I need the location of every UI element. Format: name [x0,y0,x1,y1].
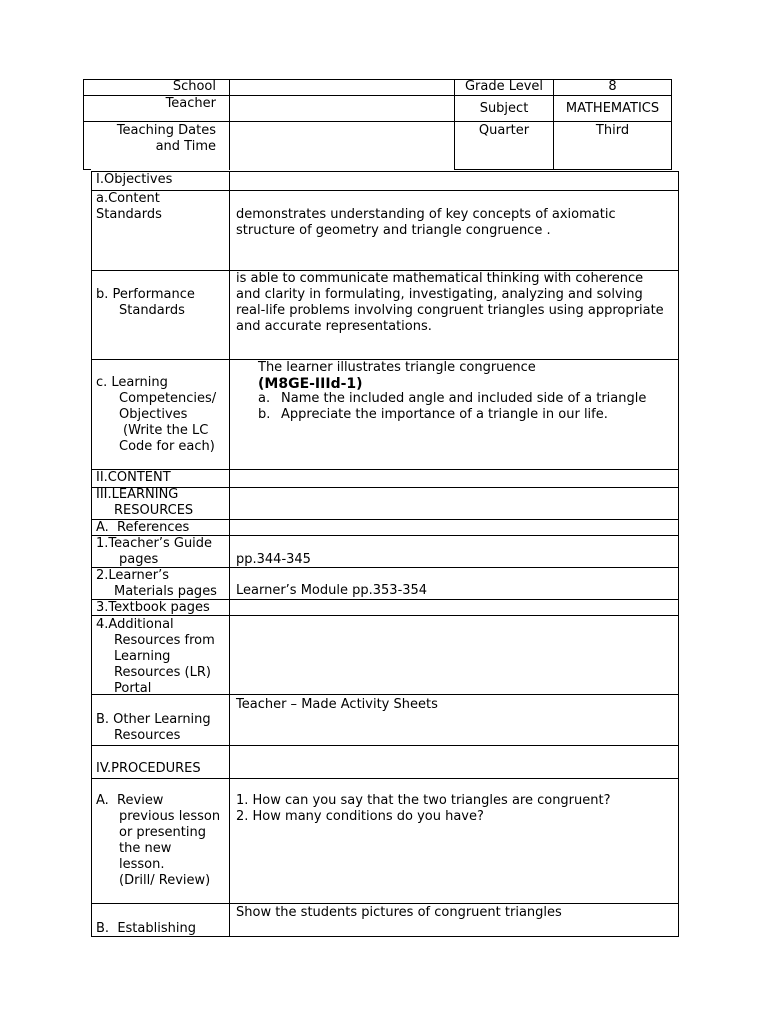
main-col-right [678,171,679,937]
main-col-left [91,171,92,937]
subject-label: Subject [479,101,529,116]
header-col-2 [229,79,230,170]
performance-text-2: and clarity in formulating, investigating, analyzing and solving [236,287,643,302]
performance-text-4: and accurate representations. [236,319,432,334]
objectives-heading: I.Objectives [96,172,173,187]
textbook-pages-label: 3.Textbook pages [96,600,210,615]
row-line-694 [91,694,679,695]
learning-resources-heading-2: RESOURCES [114,503,194,518]
header-border-bottom-right [454,169,672,170]
row-line-469 [91,469,679,470]
learning-competencies-label-4: (Write the LC [123,423,209,438]
quarter-label: Quarter [478,123,530,138]
content-standards-text-1: demonstrates understanding of key concepts of axiomatic [236,207,616,222]
teachers-guide-label-2: pages [119,552,159,567]
learners-materials-label-1: 2.Learner’s [96,568,169,583]
additional-resources-label-3: Learning [114,649,171,664]
subject-value: MATHEMATICS [565,101,660,116]
header-border-bottom [83,169,91,170]
other-resources-label-1: B. Other Learning [96,712,211,727]
performance-standards-label-1: b. Performance [96,287,195,302]
review-label-2: previous lesson [119,809,221,824]
learning-competencies-label-1: c. Learning [96,375,168,390]
content-standards-label-2: Standards [96,207,162,222]
learning-competencies-label-3: Objectives [119,407,188,422]
additional-resources-label-1: 4.Additional [96,617,174,632]
row-line-567 [91,567,679,568]
row-line-190 [91,190,679,191]
grade-level-label: Grade Level [464,79,544,94]
row-line-903 [91,903,679,904]
learning-competencies-label-5: Code for each) [119,439,215,454]
review-question-2: 2. How many conditions do you have? [236,809,484,824]
other-resources-label-2: Resources [114,728,181,743]
performance-text-3: real-life problems involving congruent triangles using appropriate [236,303,664,318]
review-question-1: 1. How can you say that the two triangles are congruent? [236,793,611,808]
content-standards-text-2: structure of geometry and triangle congruence . [236,223,551,238]
additional-resources-label-5: Portal [114,681,152,696]
teachers-guide-label-1: 1.Teacher’s Guide [96,536,213,551]
school-label: School [172,79,216,94]
competency-b-text: Appreciate the importance of a triangle in our life. [281,407,608,422]
row-line-487 [91,487,679,488]
teaching-dates-label-2: and Time [155,139,216,154]
quarter-value: Third [595,123,630,138]
learners-materials-label-2: Materials pages [114,584,217,599]
competency-a-marker: a. [258,391,271,406]
learning-competencies-label-2: Competencies/ [119,391,217,406]
review-label-1: A. Review [96,793,164,808]
competency-b-marker: b. [258,407,271,422]
main-col-mid [229,171,230,937]
competency-a-text: Name the included angle and included side of a triangle [281,391,647,406]
procedures-heading: IV.PROCEDURES [96,761,201,776]
review-label-4: the new [119,841,172,856]
review-label-5: lesson. [119,857,165,872]
competency-intro: The learner illustrates triangle congruence [258,360,536,375]
performance-standards-label-2: Standards [119,303,185,318]
references-label: A. References [96,520,190,535]
grade-level-value: 8 [608,79,617,94]
review-label-6: (Drill/ Review) [119,873,211,888]
other-resources-value: Teacher – Made Activity Sheets [236,697,438,712]
teaching-dates-label-1: Teaching Dates [116,123,216,138]
review-label-3: or presenting [119,825,206,840]
learners-materials-value: Learner’s Module pp.353-354 [236,583,428,598]
additional-resources-label-2: Resources from [114,633,215,648]
teachers-guide-value: pp.344-345 [236,552,311,567]
row-line-745 [91,745,679,746]
learning-resources-heading-1: III.LEARNING [96,487,179,502]
establishing-value: Show the students pictures of congruent triangles [236,905,562,920]
content-heading: II.CONTENT [96,470,171,485]
header-row-divider-2 [83,121,672,122]
competency-code: (M8GE-IIId-1) [258,376,363,392]
establishing-label: B. Establishing [96,921,196,936]
row-line-778 [91,778,679,779]
row-line-171 [91,171,679,172]
content-standards-label-1: a.Content [96,191,160,206]
performance-text-1: is able to communicate mathematical thinking with coherence [236,271,644,286]
additional-resources-label-4: Resources (LR) [114,665,211,680]
header-col-5 [671,79,672,170]
teacher-label: Teacher [165,96,216,111]
